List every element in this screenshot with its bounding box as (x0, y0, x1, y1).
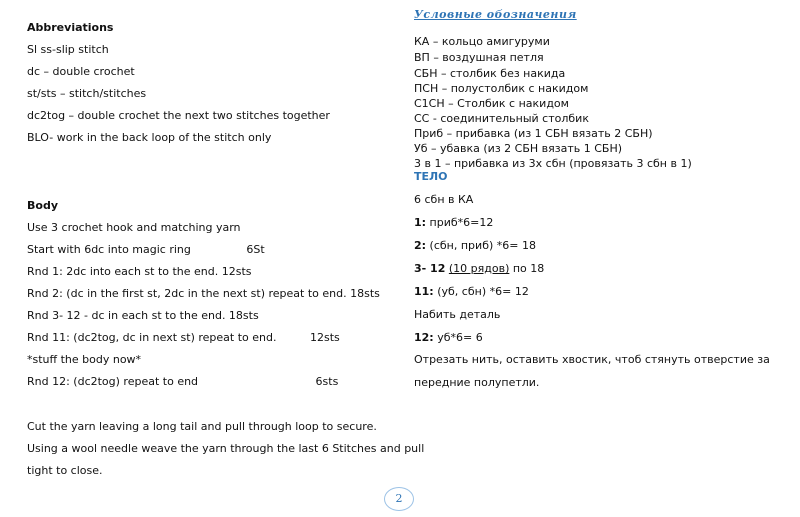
abbreviation-item: Sl ss-slip stitch (27, 43, 109, 56)
round-instruction: Rnd 2: (dc in the first st, 2dc in the next st) repeat to end. 18sts (27, 287, 380, 300)
round-text: уб*6= 6 (433, 331, 483, 344)
page-number: 2 (384, 487, 414, 511)
body-instruction (27, 243, 265, 257)
round-instruction-ru (414, 216, 493, 230)
finishing-instruction-ru: передние полупетли. (414, 376, 540, 389)
body-instruction: Use 3 crochet hook and matching yarn (27, 221, 241, 234)
round-text: приб*6=12 (426, 216, 494, 229)
round-instruction-ru (414, 262, 544, 276)
abbreviation-item: dc – double crochet (27, 65, 135, 78)
legend-item: КА – кольцо амигуруми (414, 35, 550, 48)
round-label: 11: (414, 285, 434, 298)
stitch-count: 12sts (310, 331, 340, 344)
finishing-instruction: Using a wool needle weave the yarn through the last 6 Stitches and pull (27, 442, 425, 455)
legend-item: СС - соединительный столбик (414, 112, 589, 125)
round-label: 12: (414, 331, 434, 344)
round-text: по 18 (509, 262, 545, 275)
finishing-instruction: Cut the yarn leaving a long tail and pull through loop to secure. (27, 420, 377, 433)
instruction-text: Rnd 11: (dc2tog, dc in next st) repeat to end. (27, 331, 277, 344)
stuff-note-ru: Набить деталь (414, 308, 501, 321)
abbreviations-heading: Abbreviations (27, 21, 114, 34)
round-instruction-ru (414, 285, 529, 299)
finishing-instruction-ru: Отрезать нить, оставить хвостик, чтоб стянуть отверстие за (414, 353, 770, 366)
finishing-instruction: tight to close. (27, 464, 103, 477)
legend-item: ВП – воздушная петля (414, 51, 544, 64)
round-text: (уб, сбн) *6= 12 (433, 285, 529, 298)
rows-note: (10 рядов) (448, 262, 510, 275)
round-instruction (27, 331, 340, 345)
round-instruction-ru: 6 сбн в КА (414, 193, 474, 206)
legend-item: ПСН – полустолбик с накидом (414, 82, 589, 95)
stitch-count: 6St (246, 243, 265, 256)
round-instruction-ru (414, 331, 483, 345)
round-label: 3- 12 (414, 262, 446, 275)
stuff-note: *stuff the body now* (27, 353, 142, 366)
legend-item: С1СН – Столбик с накидом (414, 97, 569, 110)
round-text: (сбн, приб) *6= 18 (426, 239, 536, 252)
stitch-count: 6sts (315, 375, 339, 388)
abbreviation-item: dc2tog – double crochet the next two stitches together (27, 109, 330, 122)
legend-heading: Условные обозначения (414, 8, 577, 21)
abbreviation-item: st/sts – stitch/stitches (27, 87, 147, 100)
round-instruction: Rnd 3- 12 - dc in each st to the end. 18sts (27, 309, 259, 322)
body-heading: Body (27, 199, 58, 212)
instruction-text: Rnd 12: (dc2tog) repeat to end (27, 375, 199, 388)
legend-item: СБН – столбик без накида (414, 67, 566, 80)
legend-item: Уб – убавка (из 2 СБН вязать 1 СБН) (414, 142, 623, 155)
instruction-text: Start with 6dc into magic ring (27, 243, 191, 256)
round-instruction: Rnd 1: 2dc into each st to the end. 12sts (27, 265, 252, 278)
round-label: 2: (414, 239, 427, 252)
round-instruction-ru (414, 239, 536, 253)
round-label: 1: (414, 216, 427, 229)
abbreviation-item: BLO- work in the back loop of the stitch only (27, 131, 272, 144)
legend-item: Приб – прибавка (из 1 СБН вязать 2 СБН) (414, 127, 653, 140)
legend-item: 3 в 1 – прибавка из 3х сбн (провязать 3 сбн в 1) (414, 157, 692, 170)
round-instruction (27, 375, 338, 389)
body-heading-ru: ТЕЛО (414, 170, 448, 183)
